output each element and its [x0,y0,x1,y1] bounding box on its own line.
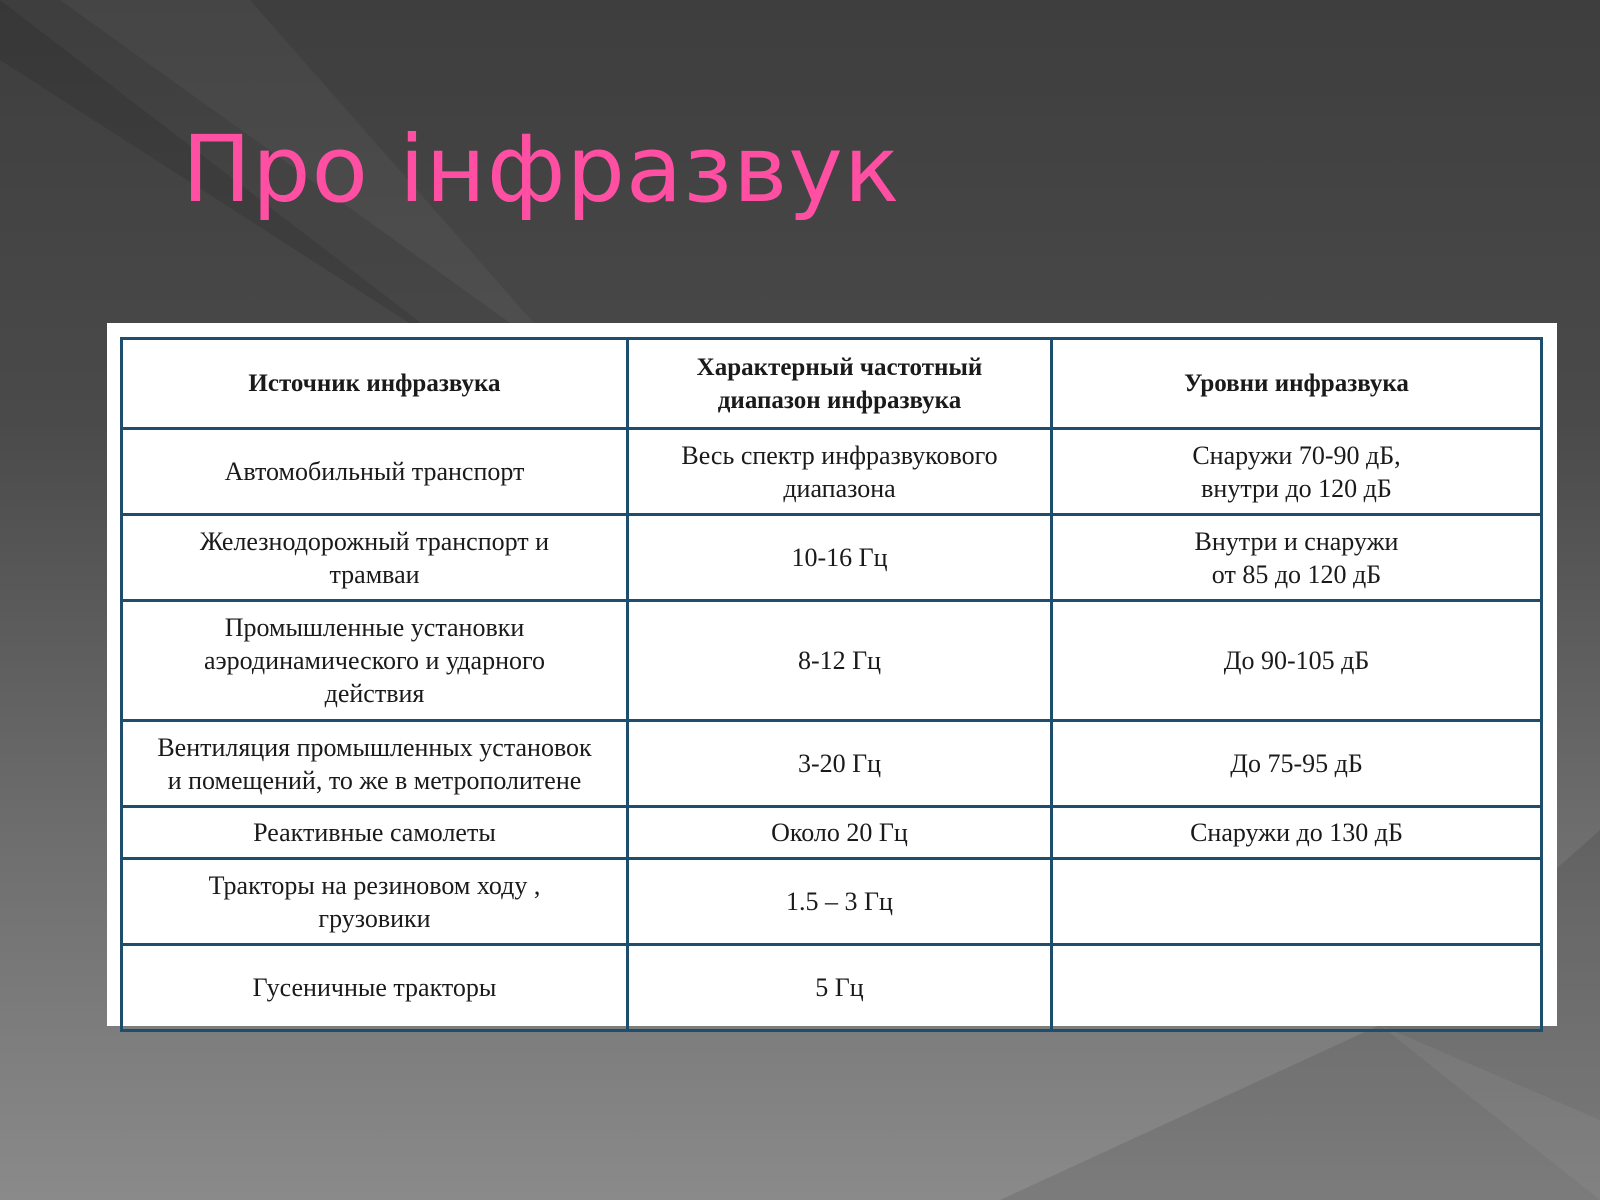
table-row [122,721,1542,807]
cell-frequency: 8-12 Гц [628,601,1052,721]
infrasound-table [120,337,1543,1032]
cell-level: Снаружи до 130 дБ [1052,807,1542,859]
slide-title: Про інфразвук [182,116,901,223]
cell-source: Автомобильный транспорт [122,429,628,515]
table-header-row [122,339,1542,429]
table-row [122,601,1542,721]
cell-frequency: Весь спектр инфразвукового диапазона [628,429,1052,515]
table-card [107,323,1557,1026]
header-frequency-range: Характерный частотный диапазон инфразвука [628,339,1052,429]
cell-level: Внутри и снаружи от 85 до 120 дБ [1052,515,1542,601]
cell-frequency: 1.5 – 3 Гц [628,859,1052,945]
cell-source: Реактивные самолеты [122,807,628,859]
cell-frequency: 5 Гц [628,945,1052,1031]
cell-level: Снаружи 70-90 дБ, внутри до 120 дБ [1052,429,1542,515]
cell-frequency: 10-16 Гц [628,515,1052,601]
cell-source: Тракторы на резиновом ходу , грузовики [122,859,628,945]
cell-level: До 90-105 дБ [1052,601,1542,721]
cell-level [1052,859,1542,945]
cell-level [1052,945,1542,1031]
cell-source: Гусеничные тракторы [122,945,628,1031]
header-source: Источник инфразвука [122,339,628,429]
table-row [122,859,1542,945]
cell-frequency: Около 20 Гц [628,807,1052,859]
cell-level: До 75-95 дБ [1052,721,1542,807]
table-row [122,807,1542,859]
header-levels: Уровни инфразвука [1052,339,1542,429]
table-row [122,515,1542,601]
cell-source: Вентиляция промышленных установок и помещений, то же в метрополитене [122,721,628,807]
table-row [122,429,1542,515]
table-row [122,945,1542,1031]
cell-frequency: 3-20 Гц [628,721,1052,807]
cell-source: Промышленные установки аэродинамического и ударного действия [122,601,628,721]
cell-source: Железнодорожный транспорт и трамваи [122,515,628,601]
